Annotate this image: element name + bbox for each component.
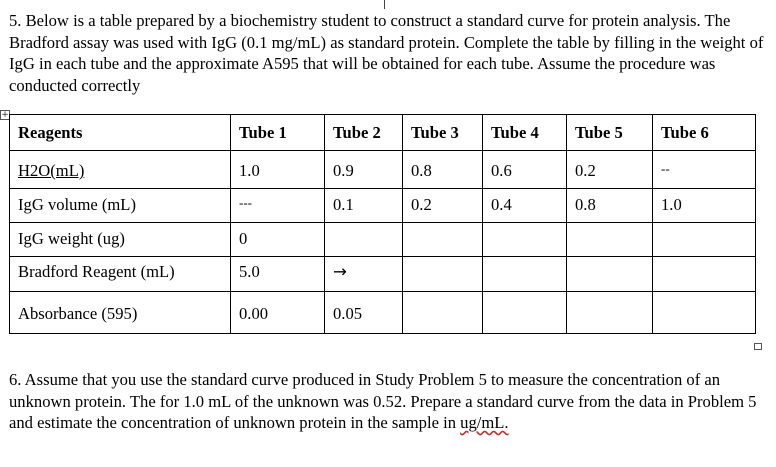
header-reagents: Reagents — [10, 115, 231, 151]
table-cell[interactable]: 0 — [231, 223, 325, 257]
reagent-table — [9, 114, 756, 334]
table-cell[interactable]: 0.8 — [403, 151, 483, 189]
table-cell[interactable]: 0.2 — [567, 151, 653, 189]
table-row — [10, 189, 756, 223]
table-cell[interactable]: 0.05 — [325, 292, 403, 334]
row-label-igg-weight: IgG weight (ug) — [10, 223, 231, 257]
table-cell[interactable] — [403, 223, 483, 257]
table-cell[interactable] — [567, 292, 653, 334]
problem-6-text: 6. Assume that you use the standard curve produced in Study Problem 5 to measure the concentration of an unknown protein. The for 1.0 mL of the unknown was 0.52. Prepare a standard curve from the data in Problem 5 and estimate the concentration of unknown protein in the sample in ug/mL. — [9, 370, 757, 432]
header-tube-3: Tube 3 — [403, 115, 483, 151]
header-tube-1: Tube 1 — [231, 115, 325, 151]
table-cell[interactable] — [325, 223, 403, 257]
table-cell[interactable] — [483, 292, 567, 334]
table-cell[interactable]: 0.6 — [483, 151, 567, 189]
header-tube-2: Tube 2 — [325, 115, 403, 151]
table-cell[interactable]: 5.0 — [231, 257, 325, 292]
table-cell[interactable] — [653, 257, 756, 292]
table-cell[interactable] — [483, 257, 567, 292]
table-cell[interactable] — [567, 223, 653, 257]
table-cell[interactable]: --- — [231, 189, 325, 223]
row-label-bradford: Bradford Reagent (mL) — [10, 257, 231, 292]
table-cell[interactable]: 0.00 — [231, 292, 325, 334]
table-cell[interactable]: 1.0 — [653, 189, 756, 223]
table-row — [10, 257, 756, 292]
table-cell[interactable]: 0.9 — [325, 151, 403, 189]
problem-5-text: 5. Below is a table prepared by a biochemistry student to construct a standard curve for protein analysis. The Bradford assay was used with IgG (0.1 mg/mL) as standard protein. Complete the table by filling in the weight of IgG in each tube and the approximate A595 that will be obtained for each tube. Assume the procedure was conducted correctly — [9, 11, 764, 95]
resize-handle-icon[interactable] — [754, 343, 762, 350]
table-cell[interactable] — [653, 223, 756, 257]
table-cell[interactable]: 0.4 — [483, 189, 567, 223]
table-row — [10, 223, 756, 257]
text-cursor — [384, 0, 385, 9]
header-tube-4: Tube 4 — [483, 115, 567, 151]
table-cell[interactable] — [567, 257, 653, 292]
table-cell[interactable] — [403, 257, 483, 292]
table-cell[interactable]: 0.2 — [403, 189, 483, 223]
row-label-igg-volume: IgG volume (mL) — [10, 189, 231, 223]
table-cell[interactable] — [483, 223, 567, 257]
arrow-right-icon[interactable]: → — [325, 257, 403, 292]
table-row — [10, 151, 756, 189]
table-row — [10, 292, 756, 334]
header-tube-6: Tube 6 — [653, 115, 756, 151]
unit-text: ug/mL. — [460, 413, 509, 432]
table-cell[interactable] — [403, 292, 483, 334]
table-cell[interactable]: -- — [653, 151, 756, 189]
table-cell[interactable]: 0.8 — [567, 189, 653, 223]
row-label-h2o: H2O(mL) — [10, 151, 231, 189]
table-cell[interactable]: 1.0 — [231, 151, 325, 189]
move-handle-icon[interactable]: + — [1, 110, 9, 120]
table-header-row — [10, 115, 756, 151]
row-label-absorbance: Absorbance (595) — [10, 292, 231, 334]
header-tube-5: Tube 5 — [567, 115, 653, 151]
table-cell[interactable]: 0.1 — [325, 189, 403, 223]
table-cell[interactable] — [653, 292, 756, 334]
